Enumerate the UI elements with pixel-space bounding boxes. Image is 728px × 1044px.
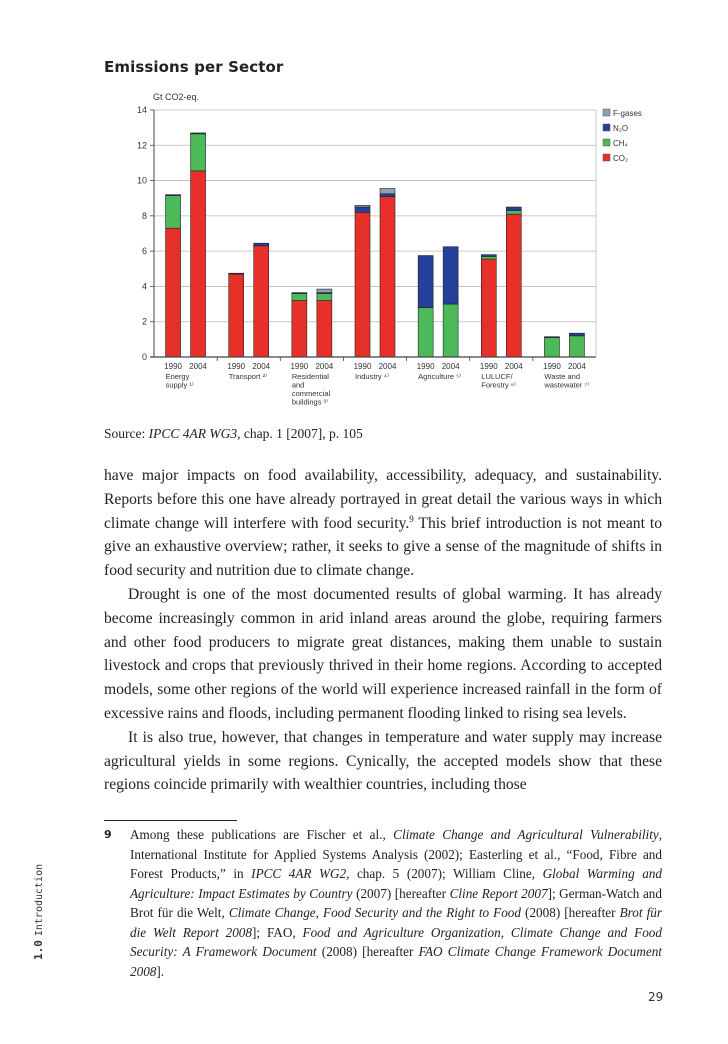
y-tick-label: 0 [141,352,147,362]
legend-label-n2o: N₂O [613,124,629,133]
section-title: Introduction [34,863,45,937]
body-text [104,464,662,797]
x-group-label: Transport ²⁾ [228,372,267,381]
y-tick-label: 4 [141,281,147,292]
running-section-label [32,864,45,960]
x-year-label: 2004 [504,362,523,371]
legend-swatch-n2o [603,124,610,131]
bar-segment-co2 [317,301,332,357]
x-year-label: 2004 [441,362,460,371]
footnote-text-run: ]; German-Watch and Brot für die Welt, [130,885,662,920]
bar-segment-f-gases [380,189,395,194]
x-group-label: Forestry ⁶⁾ [481,380,516,390]
footnote-text-run: (2008) [hereafter [521,905,620,920]
footnote-citation-title: Brot für die Welt Report 2008 [130,905,663,940]
footnote-citation-title: Global Warming and Agriculture: Impact Estimates by Country [130,866,662,901]
footnote-text-run: , chap. 5 (2007); William Cline, [346,866,543,881]
x-group-label: wastewater ⁷⁾ [544,380,590,390]
x-group-label: and [291,380,305,390]
x-year-label: 2004 [315,362,334,371]
footnote-text-run: ]; FAO, [252,924,303,940]
footnote-citation-title: Cline Report 2007 [449,885,548,901]
x-group-label: Waste and [544,372,581,381]
bar-segment-ch4 [544,338,559,357]
bar-segment-ch4 [569,336,584,357]
bar-segment-n2o [166,195,181,196]
paragraph-1 [104,464,662,583]
bar-segment-n2o [380,194,395,197]
bar-segment-n2o [355,207,370,212]
y-tick-label: 10 [136,175,147,186]
bar-segment-ch4 [443,304,458,357]
legend-label-ch4: CH₄ [613,139,628,148]
emissions-chart [100,85,700,430]
footnote-text-run: , International Institute for Applied Systems Analysis (2002); Easterling et al., “Food, Fibre and Forest Products,” in [130,827,663,881]
section-number: 1.0 [32,940,45,960]
paragraph-2: Drought is one of the most documented results of global warming. It has already become increasingly common in arid inland areas around the globe, requiring farmers and other food producers to migrate great distances, making them unable to sustain livestock and crops that previously thrived in their home regions. According to accepted models, some other regions of the world will experience increased rainfall in the form of excessive rains and floods, including permanent flooding linked to rising sea levels. [104,585,662,722]
bar-segment-ch4 [506,211,521,215]
footnote-citation-title: FAO Climate Change Framework Document 2008 [130,944,662,979]
x-group-label: supply ¹⁾ [165,380,194,390]
bar-segment-n2o [292,293,307,294]
bar-segment-n2o [506,207,521,211]
x-group-label: buildings ³⁾ [291,397,328,407]
bar-segment-co2 [166,228,181,357]
bar-segment-ch4 [191,134,206,171]
x-year-label: 1990 [227,362,246,371]
x-year-label: 1990 [543,362,561,371]
x-group-label: Energy [165,372,190,381]
bar-segment-n2o [544,337,559,338]
footnote-text-run: ]. [156,963,165,979]
legend-label-co2: CO₂ [613,154,629,163]
footnote-citation-title: IPCC 4AR WG2 [251,866,347,881]
y-tick-label: 8 [141,210,147,221]
footnote-text-run: (2007) [hereafter [352,885,450,901]
x-year-label: 1990 [416,362,435,371]
footnote-9 [104,825,662,981]
footnote-number: 9 [104,828,112,841]
bar-segment-co2 [380,196,395,357]
y-tick-label: 6 [141,246,147,257]
legend-swatch-f-gases [603,109,610,116]
y-tick-label: 14 [136,105,147,115]
page-number: 29 [648,990,664,1004]
x-group-label: LULUCF/ [481,372,513,381]
bar-segment-n2o [443,247,458,304]
x-year-label: 2004 [568,362,586,371]
footnote-ref[interactable]: 9 [409,513,414,524]
bar-segment-n2o [418,256,433,308]
bar-segment-ch4 [418,308,433,357]
footnote-text-run: (2008) [hereafter [316,944,419,959]
y-tick-label: 2 [141,316,147,327]
bar-segment-co2 [191,171,206,357]
bar-segment-co2 [254,246,269,357]
y-tick-label: 12 [136,140,147,151]
x-year-label: 1990 [479,362,498,371]
bar-segment-n2o [254,243,269,246]
bar-segment-n2o [191,133,206,134]
bar-segment-co2 [481,259,496,357]
paragraph-1-part-b: This brief introduction is not meant to give an exhaustive overview; rather, it seeks to give a sense of the magnitude of shifts in food security and nutrition due to climate change. [104,514,662,580]
bar-segment-co2 [355,212,370,357]
bar-segment-co2 [229,274,244,357]
y-axis-label: Gt CO2-eq. [153,92,200,102]
x-year-label: 1990 [290,362,309,371]
source-prefix: Source: [104,426,149,441]
x-year-label: 2004 [189,362,207,371]
footnote-text-run: Among these publications are Fischer et al., [130,827,394,842]
source-suffix: , chap. 1 [2007], p. 105 [237,426,363,441]
x-group-label: Residential [291,372,329,381]
footnote-divider [104,820,237,821]
footnote-citation-title: Climate Change and Agricultural Vulnerability [393,827,659,842]
bar-segment-f-gases [355,205,370,207]
legend-label-f-gases: F-gases [613,109,642,118]
bar-segment-n2o [481,255,496,257]
footnote-citation-title: Food and Agriculture Organization, Climate Change and Food Security: A Framework Document [130,924,662,959]
legend-swatch-ch4 [603,139,610,146]
x-group-label: commercial [291,389,331,398]
paragraph-1-part-a: have major impacts on food availability, accessibility, adequacy, and sustainability. Reports before this one have already portrayed in great detail the various ways in which climate change will interfere with food security. [104,467,662,532]
legend-swatch-co2 [603,154,610,161]
x-year-label: 2004 [378,362,397,371]
bar-segment-n2o [569,333,584,336]
bar-segment-ch4 [317,293,332,300]
bar-segment-n2o [229,273,244,274]
bar-segment-f-gases [317,289,332,293]
x-year-label: 1990 [164,362,182,371]
chart-heading: Emissions per Sector [104,58,284,76]
bar-segment-co2 [506,214,521,357]
footnote-citation-title: Climate Change, Food Security and the Right to Food [228,905,521,920]
bar-segment-ch4 [292,293,307,300]
x-year-label: 2004 [252,362,271,371]
bar-segment-ch4 [481,256,496,259]
source-title: IPCC 4AR WG3 [148,426,238,441]
figure-source [104,426,363,442]
paragraph-3: It is also true, however, that changes in temperature and water supply may increase agricultural yields in some regions. Cynically, the accepted models show that these regions coincide primarily with wealthier countries, including those [104,728,662,794]
x-year-label: 1990 [353,362,372,371]
x-group-label: Industry ⁴⁾ [355,372,389,381]
bar-segment-co2 [292,301,307,357]
footnote-text [130,825,662,981]
bar-segment-ch4 [166,196,181,229]
x-group-label: Agriculture ⁵⁾ [418,372,462,381]
